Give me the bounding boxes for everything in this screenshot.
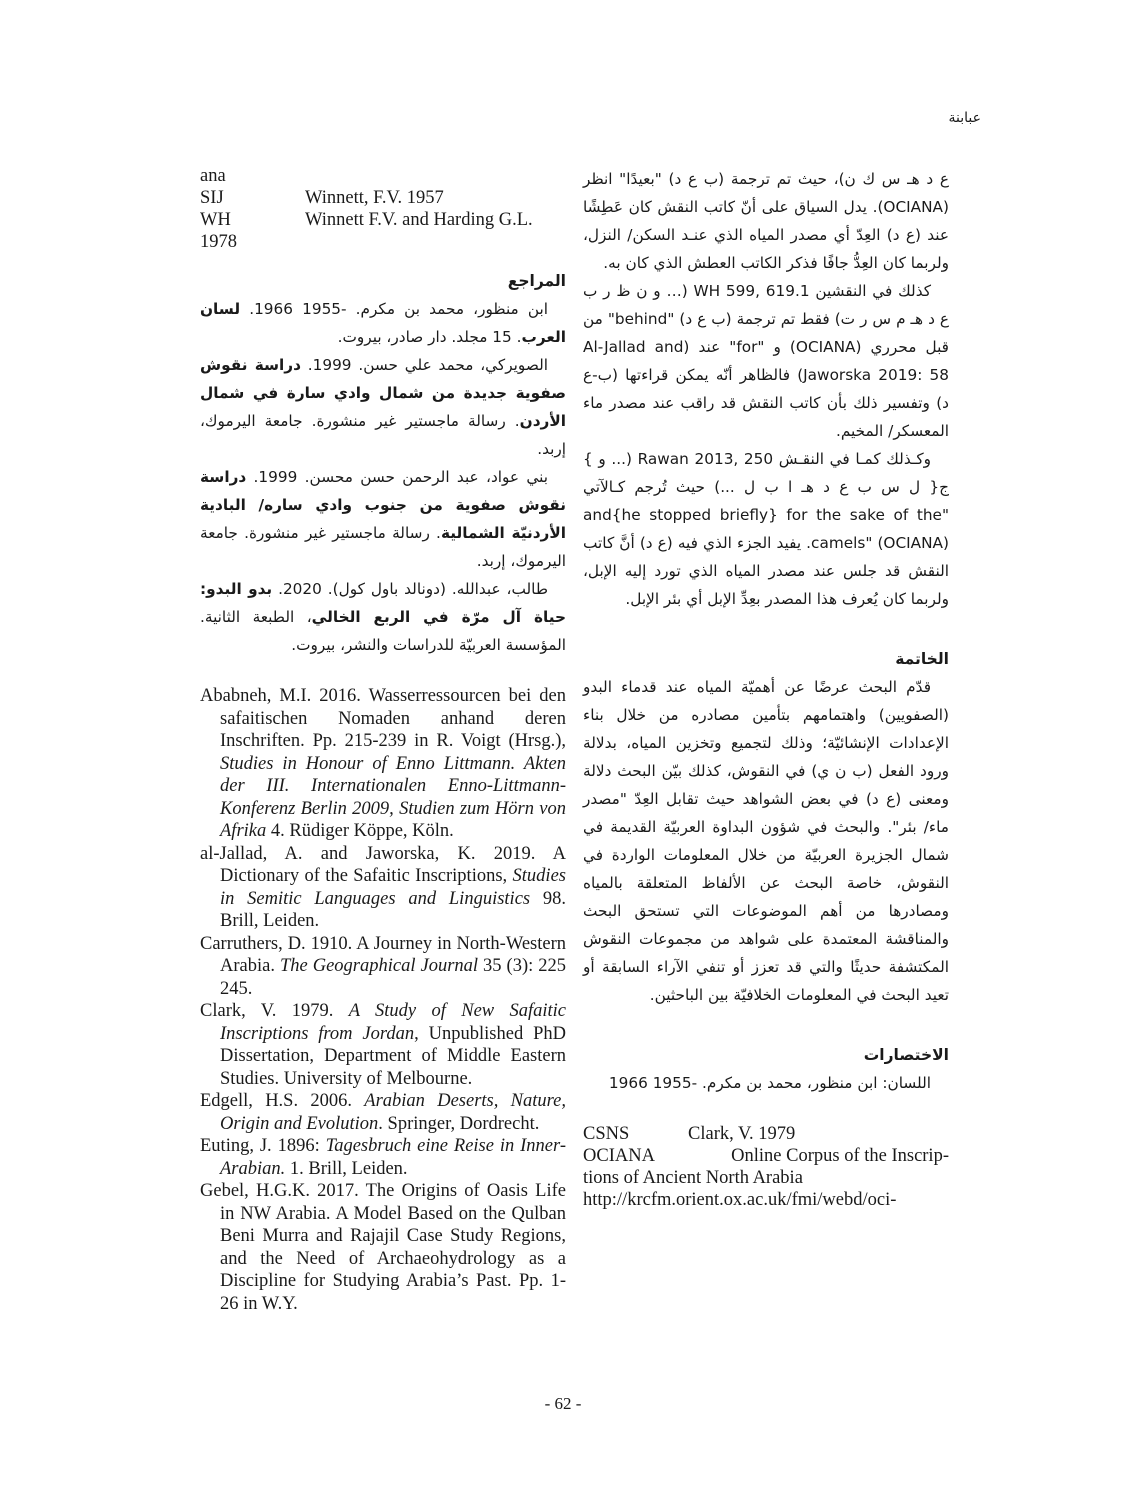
abbrev-row bbox=[200, 187, 566, 209]
running-header-author: عبابنة bbox=[948, 110, 981, 126]
abbreviations-heading: الاختصارات bbox=[863, 1046, 949, 1064]
ref-text: Clark, V. 1979. bbox=[200, 1001, 349, 1021]
ref-title: بدو البدو: حياة آل مرّة في الربع الخالي bbox=[200, 580, 566, 626]
ref-title: لسان العرب bbox=[200, 300, 566, 346]
english-reference-entry bbox=[200, 685, 566, 843]
ref-text: Gebel, H.G.K. 2017. The Origins of Oasis Life in NW Arabia. A Model Based on the Qulban Beni Murra and Rajajil Case Study Regions, and the Need of Archaeohydrology as a Discipline for Studying Arabia’s Past. Pp. 1-26 in W.Y. bbox=[200, 1181, 566, 1314]
ref-text: بني عواد، عبد الرحمن حسن محسن. 1999. bbox=[246, 468, 548, 486]
english-reference-entry bbox=[200, 933, 566, 1001]
ref-text: 35 (3): 225 245. bbox=[220, 956, 566, 999]
english-reference-entry bbox=[200, 1135, 566, 1180]
abbrev-value: Clark, V. 1979 bbox=[688, 1124, 796, 1144]
conclusion-section bbox=[583, 645, 949, 1009]
english-reference-entry bbox=[200, 1000, 566, 1090]
conclusion-paragraph: قدّم البحث عرضًا عن أهميّة المياه عند قدماء البدو (الصفويين) واهتمامهم بتأمين مصادره من خلال بناء الإعدادات الإنشائيّة؛ وذلك لتجميع وتخزين المياه، بدلالة ورود الفعل (ب ن ي) في النقوش، كذلك بيّن البحث دلالة ومعنى (ع د) في بعض الشواهد حيث تقابل العِدّ "مصدر ماء/ بئر". والبحث في شؤون البداوة العربيّة القديمة في شمال الجزيرة العربيّة من خلال المعلومات الواردة في النقوش، خاصة البحث عن الألفاظ المتعلقة بالمياه ومصادرها من أهم الموضوعات التي تستحق البحث والمناقشة المعتمدة على شواهد من مجموعات النقوش المكتشفة حديثًا والتي قد تعزز أو تنفي الآراء السابقة أو تعيد البحث في المعلومات الخلافيّة بين الباحثين. bbox=[583, 678, 949, 1004]
arabic-reference-entry bbox=[200, 351, 566, 463]
abbrev-value: Winnett, F.V. 1957 bbox=[305, 188, 444, 208]
ref-text: 98. Brill, Leiden. bbox=[220, 888, 567, 931]
ref-title: The Geographical Journal bbox=[279, 956, 479, 976]
english-reference-entry bbox=[200, 843, 566, 933]
ref-title: Studies in Honour of Enno Littmann. Akten der III. Internationalen Enno-Littmann-Konferenz Berlin 2009, Studien zum Hörn von Afrika bbox=[220, 753, 566, 841]
abbrev-key: WH bbox=[200, 210, 231, 230]
abbrev-value: Winnett F.V. and Harding G.L. bbox=[305, 210, 533, 230]
arabic-reference-entry bbox=[200, 575, 566, 659]
right-column bbox=[583, 165, 949, 1211]
abbreviations-english bbox=[583, 1123, 949, 1211]
ref-text: Carruthers, D. 1910. A Journey in North-Western Arabia. bbox=[200, 933, 566, 976]
body-paragraph: وكـذلك كمـا في النقـش Rawan 2013, 250 (... و }ج{ ل س ب ع د هـ ا ب ل ...) حيث تُرجم كـالآتي "and{he stopped briefly} for the sake of the camels" (OCIANA). يفيد الجزء الذي فيه (ع د) أنَّ كاتب النقش قد جلس عند مصدر المياه الذي تورد إليه الإبل، ولربما كان يُعرف هذا المصدر بعِدِّ الإبل أي بئر الإبل. bbox=[583, 450, 949, 608]
abbreviations-continuation bbox=[200, 165, 566, 253]
ref-text: 1. Brill, Leiden. bbox=[285, 1158, 408, 1179]
body-paragraph: كذلك في النقشين WH 599, 619.1 (… و ن ظ ر ب ع د هـ م س ر ت) فقط تم ترجمة (ب ع د) "behind" من قبل محرري (OCIANA) و "for" عند (Al-Jallad and Jaworska 2019: 58) فالظاهر أنّه يمكن قراءتها (ب-ع د) وتفسير ذلك بأن كاتب النقش قد راقب عند مصدر ماء المعسكر/ المخيم. bbox=[583, 282, 950, 440]
abbrev-row bbox=[583, 1123, 949, 1145]
ref-text: . رسالة ماجستير غير منشورة. جامعة اليرموك، إربد. bbox=[200, 524, 566, 570]
abbrev-row bbox=[200, 209, 566, 231]
ref-title: دراسة نقوش صفوية جديدة من شمال وادي سارة في شمال الأردن bbox=[200, 356, 566, 430]
ref-text: . Springer, Dordrecht. bbox=[378, 1113, 540, 1134]
ref-text: الصويركي، محمد علي حسن. 1999. bbox=[300, 356, 548, 374]
abbrev-url[interactable]: http://krcfm.orient.ox.ac.uk/fmi/webd/oci- bbox=[583, 1190, 897, 1210]
abbreviation-arabic: اللسان: ابن منظور، محمد بن مكرم. -1955 1966 bbox=[608, 1074, 931, 1092]
ref-text: طالب، عبدالله. (دونالد باول كول). 2020. bbox=[272, 580, 548, 598]
ref-text: Ababneh, M.I. 2016. Wasserressourcen bei den safaitischen Nomaden anhand deren Inschriften. Pp. 215-239 in R. Voigt (Hrsg.), bbox=[200, 686, 566, 751]
ref-title: A Study of New Safaitic Inscriptions from Jordan bbox=[220, 1001, 566, 1044]
conclusion-heading: الخاتمة bbox=[895, 650, 949, 668]
ref-title: Arabian Deserts, Nature, Origin and Evolution bbox=[220, 1091, 566, 1134]
arabic-references bbox=[200, 267, 566, 659]
body-text bbox=[583, 165, 949, 613]
ref-text: Euting, J. 1896: bbox=[200, 1136, 326, 1156]
abbrev-row bbox=[200, 231, 566, 253]
arabic-reference-entry bbox=[200, 463, 566, 575]
ref-title: Studies in Semitic Languages and Linguistics bbox=[220, 866, 566, 909]
ref-text: ابن منظور، محمد بن مكرم. -1955 1966. bbox=[240, 300, 548, 318]
abbrev-key: CSNS bbox=[583, 1124, 630, 1144]
ref-text: , Unpublished PhD Dissertation, Department of Middle Eastern Studies. University of Melbourne. bbox=[220, 1023, 566, 1089]
abbreviations-section bbox=[583, 1041, 949, 1097]
abbrev-row bbox=[200, 165, 566, 187]
ref-text: 4. Rüdiger Köppe, Köln. bbox=[266, 821, 454, 841]
abbrev-value: Online Corpus of the Inscrip- bbox=[731, 1146, 949, 1166]
ref-text: Edgell, H.S. 2006. bbox=[200, 1091, 365, 1111]
abbrev-key: SIJ bbox=[200, 188, 224, 208]
arabic-references-heading: المراجع bbox=[507, 272, 566, 290]
ref-title: دراسة نقوش صفوية من جنوب وادي ساره/ البادية الأردنيّة الشمالية bbox=[200, 468, 566, 542]
english-references bbox=[200, 685, 566, 1315]
ref-text: al-Jallad, A. and Jaworska, K. 2019. A Dictionary of the Safaitic Inscriptions, bbox=[200, 843, 566, 886]
ref-text: . رسالة ماجستير غير منشورة. جامعة اليرموك، إربد. bbox=[200, 412, 566, 458]
abbrev-continuation-line: tions of Ancient North Arabia bbox=[583, 1168, 803, 1188]
english-reference-entry bbox=[200, 1180, 566, 1315]
ref-title: Tagesbruch eine Reise in Inner-Arabian. bbox=[220, 1136, 567, 1179]
ref-text: ، الطبعة الثانية. المؤسسة العربيّة للدراسات والنشر، بيروت. bbox=[200, 608, 566, 654]
abbrev-key: 1978 bbox=[200, 232, 237, 252]
page-number: - 62 - bbox=[544, 1394, 582, 1413]
arabic-reference-entry bbox=[200, 295, 566, 351]
left-column bbox=[200, 165, 566, 1315]
abbrev-key: ana bbox=[200, 166, 226, 186]
ref-text: . 15 مجلد. دار صادر، بيروت. bbox=[337, 328, 522, 346]
body-paragraph: ع د هـ س ك ن)، حيث تم ترجمة (ب ع د) "بعيدًا" انظر (OCIANA). يدل السياق على أنّ كاتب النقش كان عَطِشًا عند (ع د) العِدّ أي مصدر المياه الذي عنـد السكن/ النزل، ولربما كان العِدُّ جافًا فذكر الكاتب العطش الذي كان به. bbox=[583, 170, 949, 272]
abbrev-row bbox=[583, 1145, 949, 1167]
english-reference-entry bbox=[200, 1090, 566, 1135]
abbrev-key: OCIANA bbox=[583, 1146, 655, 1166]
